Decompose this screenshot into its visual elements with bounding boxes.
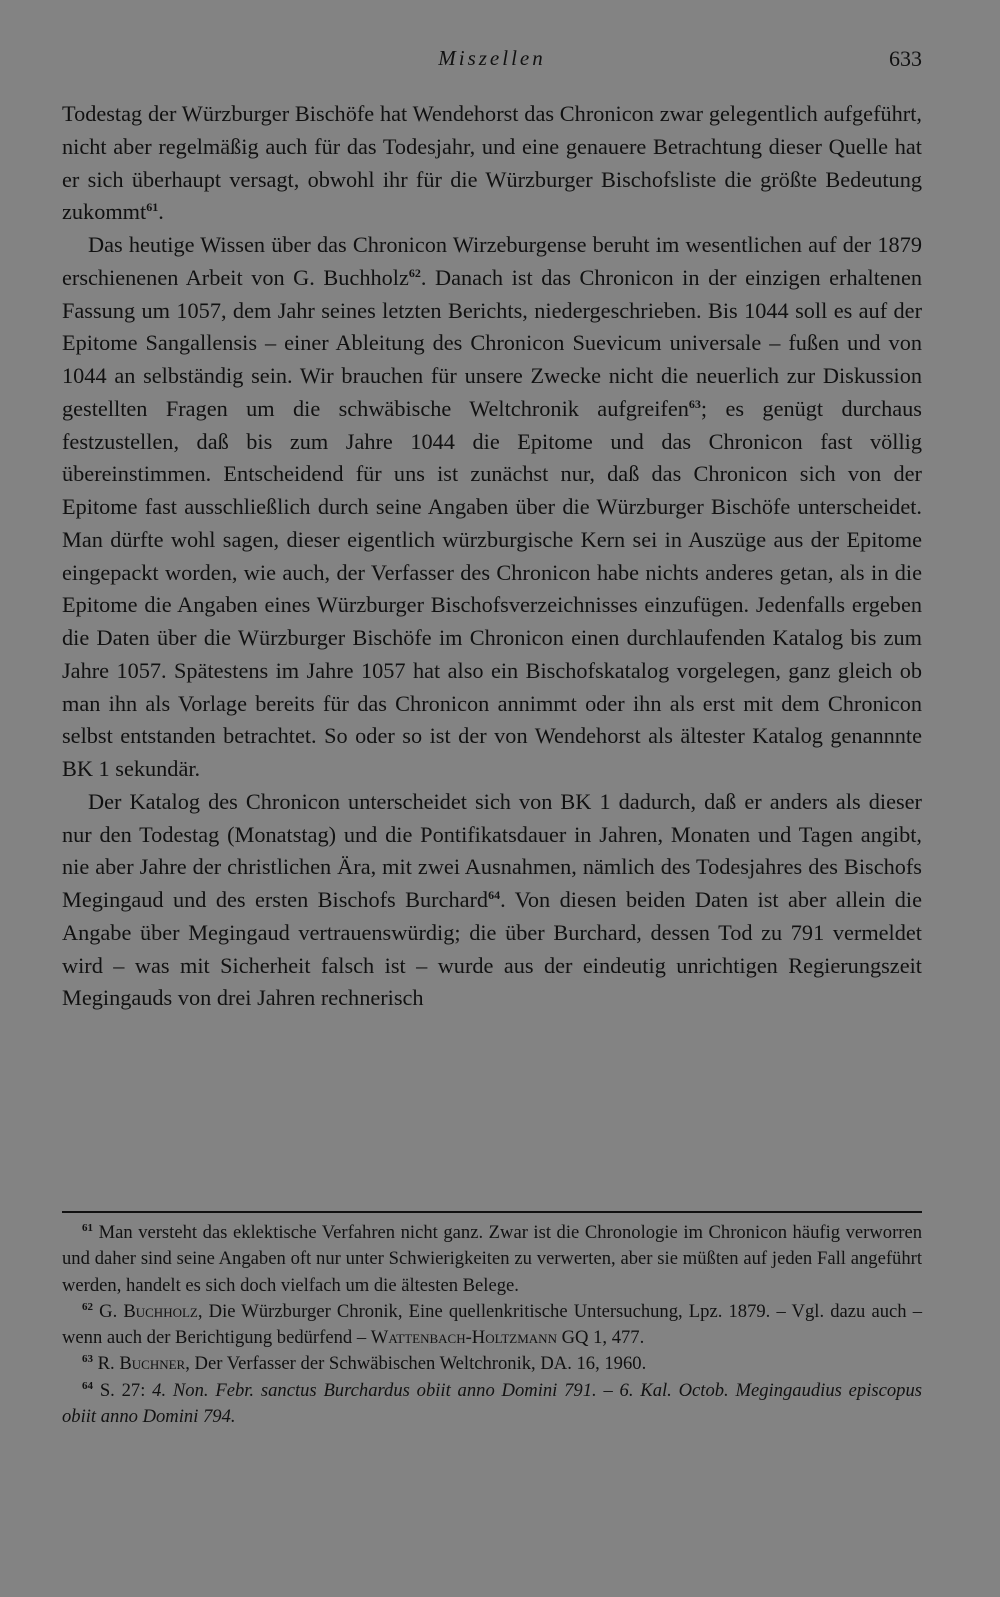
footnote-divider: [62, 1211, 922, 1213]
paragraph: [62, 98, 922, 229]
footnote-ref: 62: [408, 265, 421, 280]
footnote-number: 61: [82, 1222, 93, 1234]
footnote-text: Man versteht das eklektische Verfahren nicht ganz. Zwar ist die Chronologie im Chronicon häufig verworren und daher sind seine Angaben oft nur unter Schwierigkeiten zu verwerten, aber sie müßten auf jeden Fall angeführt werden, handelt es sich doch vielfach um die ältesten Belege.: [62, 1222, 923, 1296]
footnote-text: , Die Würzburger Chronik, Eine quellenkritische Untersuchung, Lpz. 1879. – Vgl. dazu auch – wenn auch der Berichtigung bedürfend –: [62, 1300, 922, 1349]
footnote-number: 63: [82, 1353, 93, 1366]
paragraph: [62, 786, 922, 1015]
paragraph-text: Todestag der Würzburger Bischöfe hat Wendehorst das Chronicon zwar gelegentlich aufgeführt, nicht aber regelmäßig auch für das Todesjahr, und eine genauere Betrachtung dieser Quelle hat er sich überhaupt versagt, obwohl ihr für die Würzburger Bischofsliste die größte Bedeutung zukommt: [62, 101, 922, 225]
footnotes: [62, 1220, 922, 1430]
footnote-text: GQ 1, 477.: [556, 1327, 645, 1349]
paragraph: [62, 229, 922, 786]
footnote-number: 64: [82, 1379, 93, 1392]
footnote-ref: 61: [146, 200, 159, 215]
running-head: [62, 44, 922, 78]
footnote-author: Wattenbach-Holtzmann: [370, 1327, 557, 1349]
running-head-title: Miszellen: [438, 46, 546, 70]
paragraph-text: Der Katalog des Chronicon unterscheidet sich von BK 1 dadurch, daß er anders als dieser nur den Todestag (Monatstag) und die Pontifikatsdauer in Jahren, Monaten und Tagen angibt, nie aber Jahre der christlichen Ära, mit zwei Ausnahmen, nämlich des Todesjahres des Bischofs Megingaud und des ersten Bischofs Burchard: [62, 788, 922, 912]
paragraph-text: . Von diesen beiden Daten ist aber allein die Angabe über Megingaud vertrauenswürdig; die über Burchard, dessen Tod zu 791 vermeldet wird – was mit Sicherheit falsch ist – wurde aus der eindeutig unrichtigen Regierungszeit Megingauds von drei Jahren rechnerisch: [62, 887, 922, 1011]
footnote-quote: 4. Non. Febr. sanctus Burchardus obiit anno Domini 791. – 6. Kal. Octob. Megingaudius episcopus obiit anno Domini 794.: [62, 1379, 923, 1428]
footnote-author: G. Buchholz: [99, 1300, 198, 1322]
footnote-text: S. 27:: [99, 1379, 153, 1401]
paragraph-text: Das heutige Wissen über das Chronicon Wirzeburgense beruht im wesentlichen auf der 1879 erschienenen Arbeit von G. Buchholz: [62, 232, 922, 290]
footnote-author: R. Buchner: [97, 1353, 186, 1375]
footnote: [62, 1299, 922, 1352]
footnote-text: , Der Verfasser der Schwäbischen Weltchronik, DA. 16, 1960.: [185, 1353, 647, 1375]
paragraph-text: ; es genügt durchaus festzustellen, daß bis zum Jahre 1044 die Epitome und das Chronicon fast völlig übereinstimmen. Entscheidend für uns ist zunächst nur, daß das Chronicon sich von der Epitome fast ausschließlich durch seine Angaben über die Würzburger Bischöfe unterscheidet. Man dürfte wohl sagen, dieser eigentlich würzburgische Kern sei in Auszüge aus der Epitome eingepackt worden, wie auch, der Verfasser des Chronicon habe nichts anderes getan, als in die Epitome die Angaben eines Würzburger Bischofsverzeichnisses einzufügen. Jedenfalls ergeben die Daten über die Würzburger Bischöfe im Chronicon einen durchlaufenden Katalog bis zum Jahre 1057. Spätestens im Jahre 1057 hat also ein Bischofskatalog vorgelegen, ganz gleich ob man ihn als Vorlage bereits für das Chronicon annimmt oder ihn als erst mit dem Chronicon selbst entstanden betrachtet. So oder so ist der von Wendehorst als ältester Katalog genannnte BK 1 sekundär.: [62, 395, 922, 781]
footnote: [62, 1351, 922, 1377]
footnote-ref: 63: [688, 396, 701, 411]
body-text: [62, 98, 922, 1015]
footnote-ref: 64: [488, 888, 501, 902]
paragraph-text: . Danach ist das Chronicon in der einzigen erhaltenen Fassung um 1057, dem Jahr seines letzten Berichts, niedergeschrieben. Bis 1044 soll es auf der Epitome Sangallensis – einer Ableitung des Chronicon Suevicum universale – fußen und von 1044 an selbständig sein. Wir brauchen für unsere Zwecke nicht die neuerlich zur Diskussion gestellten Fragen um die schwäbische Weltchronik aufgreifen: [62, 264, 923, 421]
paragraph-text: .: [158, 199, 164, 225]
footnote: [62, 1378, 922, 1431]
footnote-number: 62: [82, 1300, 93, 1313]
footnote: [62, 1220, 922, 1299]
page-number: 633: [889, 46, 922, 71]
